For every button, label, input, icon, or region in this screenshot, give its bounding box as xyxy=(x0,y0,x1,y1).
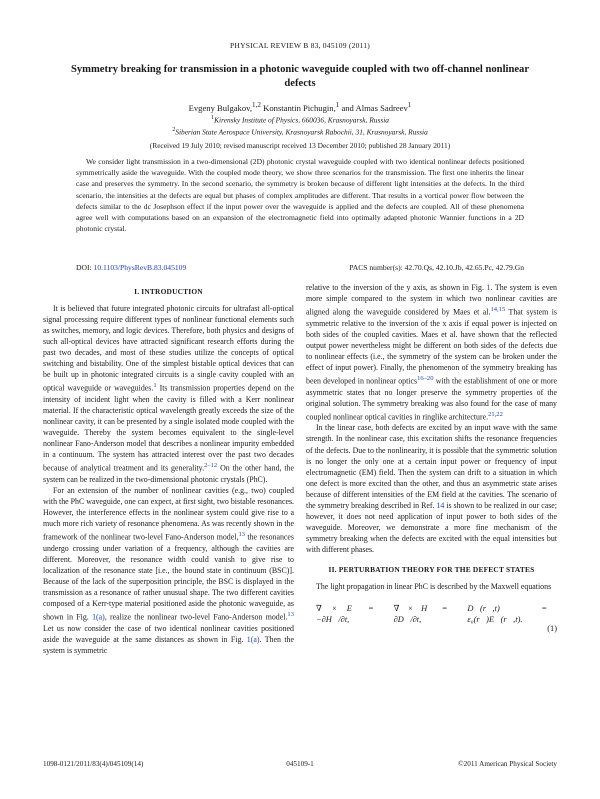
figure-link[interactable]: 1(a) xyxy=(92,612,105,622)
equation-1 xyxy=(306,594,557,634)
section-heading-introduction: I. INTRODUCTION xyxy=(134,287,203,296)
right-column xyxy=(306,282,557,634)
citation-link[interactable]: 13 xyxy=(287,611,294,619)
paragraph: relative to the inversion of the y axis, as shown in Fig. 1. The system is even more simple compared to the system in which two nonlinear cavities are aligned along the waveguide considered by Maes et al.$^{14,15}$ That system is symmetric relative to the inversion of the x axis if equal power is injected on both sides of the coupled cavities. Maes et al. have shown that the reflected output power nevertheless might be different on both sides of the defects due to nonlinear effects (i.e., the symmetry of the system can be broken under the effect of input power). Finally, the phenomenon of the symmetry breaking has been developed in nonlinear optics$^{16-20}$ with the establishment of one or more asymmetric states that no longer preserve the symmetry properties of the original solution. The symmetry breaking was also found for the case of many coupled nonlinear optical cavities in ringlike architecture.$^{21,22}$ xyxy=(306,283,557,422)
footer-page-number: 045109-1 xyxy=(286,760,314,768)
reference-link[interactable]: 14 xyxy=(436,500,445,510)
author-list xyxy=(0,101,600,113)
author-1-affil-mark: 1,2 xyxy=(252,101,261,109)
doi-link[interactable]: 10.1103/PhysRevB.83.045109 xyxy=(93,263,187,272)
left-column xyxy=(43,282,294,656)
footer-code: 1098-0121/2011/83(4)/045109(14) xyxy=(43,760,144,768)
author-3: and Almas Sadreev xyxy=(339,102,408,113)
author-2-affil-mark: 1 xyxy=(335,101,340,109)
citation-link[interactable]: 21,22 xyxy=(488,410,503,418)
affiliation-1: $^1$Kirensky Institute of Physics, 660036, Krasnoyarsk, Russia xyxy=(211,115,389,125)
equation-ampere: ∇ × H⃗ = ∂D⃗/∂t, xyxy=(393,604,448,625)
citation-link[interactable]: 16–20 xyxy=(417,375,434,382)
figure-link[interactable]: 1(a) xyxy=(246,634,260,644)
citation-link[interactable]: 2–12 xyxy=(204,462,218,470)
pacs-numbers: PACS number(s): 42.70.Qs, 42.10.Jb, 42.65.Pc, 42.79.Gn xyxy=(349,263,524,272)
paragraph: In the linear case, both defects are excited by an input wave with the same strength. In the nonlinear case, this excitation shifts the resonance frequencies of the defects. Due to the nonlinearity, it is possible that the symmetric solution is no longer the only one at a certain input power or frequency of input electromagnetic (EM) field. Then the system can drift to a situation in which one defect is more excited than the other, and thus an asymmetric state arises because of different intensities of the EM field at the cavities. The scenario of the symmetry breaking described in Ref. 14 is shown to be realized in our case; however, it does not need application of input power to both sides of the waveguide. Moreover, we demonstrate a more fine mechanism of the symmetry breaking when the defects are excited with the equal intensities but with different phases. xyxy=(306,423,557,554)
doi-line xyxy=(76,263,186,272)
footer-copyright: ©2011 American Physical Society xyxy=(458,760,557,768)
citation-link[interactable]: 13 xyxy=(238,531,246,539)
citation-link[interactable]: 1 xyxy=(153,382,157,390)
paragraph: The light propagation in linear PhC is described by the Maxwell equations xyxy=(316,582,552,592)
doi-label: DOI: xyxy=(76,263,92,272)
section-heading-perturbation: II. PERTURBATION THEORY FOR THE DEFECT STATES xyxy=(328,565,535,574)
equation-constitutive: D⃗(r⃗,t) = ε₀(r⃗)E⃗(r⃗,t). xyxy=(467,604,547,625)
journal-header: PHYSICAL REVIEW B 83, 045109 (2011) xyxy=(229,41,371,50)
paragraph: It is believed that future integrated photonic circuits for ultrafast all-optical signal processing require different types of nonlinear functional elements such as switches, memory, and logic devices. Therefore, both physics and designs of such all-optical devices have attracted significant research efforts during the past two decades, and most of these studies utilize the concepts of optical switching and bistability. One of the simplest bistable optical devices that can be built up in photonic integrated circuits is a single cavity coupled with an optical waveguide or waveguides.$^1$ Its transmission properties depend on the intensity of incident light when the cavity is filled with a Kerr nonlinear material. If the characteristic optical wavelength greatly exceeds the size of the nonlinear cavity, it can be presented by a single isolated mode coupled with the waveguide. Thereby the system becomes equivalent to the single-level nonlinear Fano-Anderson model that describes a nonlinear impurity embedded in a continuum. The system has attracted interest over the past two decades because of analytical treatment and its generality.$^{2-12}$ On the other hand, the system can be realized in the two-dimensional photonic crystals (PhC). xyxy=(43,304,294,484)
author-2: Konstantin Pichugin, xyxy=(261,102,336,113)
received-dates: (Received 19 July 2010; revised manuscript received 13 December 2010; published 28 January 2011) xyxy=(149,141,451,150)
paper-title: Symmetry breaking for transmission in a photonic waveguide coupled with two off-channel nonlinear defects xyxy=(70,64,530,89)
paragraph: For an extension of the number of nonlinear cavities (e.g., two) coupled with the PhC waveguide, one can expect, at first sight, two bistable resonances. However, the interference effects in the nonlinear system could give rise to a much more rich variety of resonance phenomena. As was recently shown in the framework of the nonlinear two-level Fano-Anderson model,$^{13}$ the resonances undergo crossing under variation of a frequency, although the cavities are different. Moreover, the resonance width could vanish to give rise to localization of the resonance state [i.e., the bound state in continuum (BSC)]. Because of the lack of the superposition principle, the BSC is displayed in the transmission as a resonance of rather unusual shape. The two different cavities composed of a Kerr-type material positioned aside the photonic waveguide, as shown in Fig. 1(a), realize the nonlinear two-level Fano-Anderson model.$^{13}$ Let us now consider the case of two identical nonlinear cavities positioned aside the waveguide at the same distances as shown in Fig. 1(a). Then the system is symmetric xyxy=(43,486,295,655)
abstract: We consider light transmission in a two-dimensional (2D) photonic crystal waveguide coupled with two identical nonlinear defects positioned symmetrically aside the waveguide. With the coupled mode theory, we show three scenarios for the transmission. The first one inherits the linear case and preserves the symmetry. In the second scenario, the symmetry is broken because of different light intensities at the defects. In the third scenario, the intensities at the defects are equal but phases of complex amplitudes are different. That results in a vortical power flow between the defects similar to the dc Josephson effect if the input power over the waveguide is applied and the defects are coupled. All of these phenomena agree well with computations based on an expansion of the electromagnetic field into optimally adapted photonic Wannier functions in a 2D photonic crystal. xyxy=(76,157,524,234)
figure-link[interactable]: 1 xyxy=(486,283,491,292)
citation-link[interactable]: 14,15 xyxy=(490,306,506,314)
affiliation-2: $^2$Siberian State Aerospace University, Krasnoyarsk Rabochii, 31, Krasnoyarsk, Russia xyxy=(172,127,428,137)
author-1: Evgeny Bulgakov, xyxy=(188,102,253,113)
author-3-affil-mark: 1 xyxy=(407,101,412,109)
equation-number: (1) xyxy=(547,624,557,634)
equation-faraday: ∇ × E⃗ = −∂H⃗/∂t, xyxy=(316,604,374,625)
